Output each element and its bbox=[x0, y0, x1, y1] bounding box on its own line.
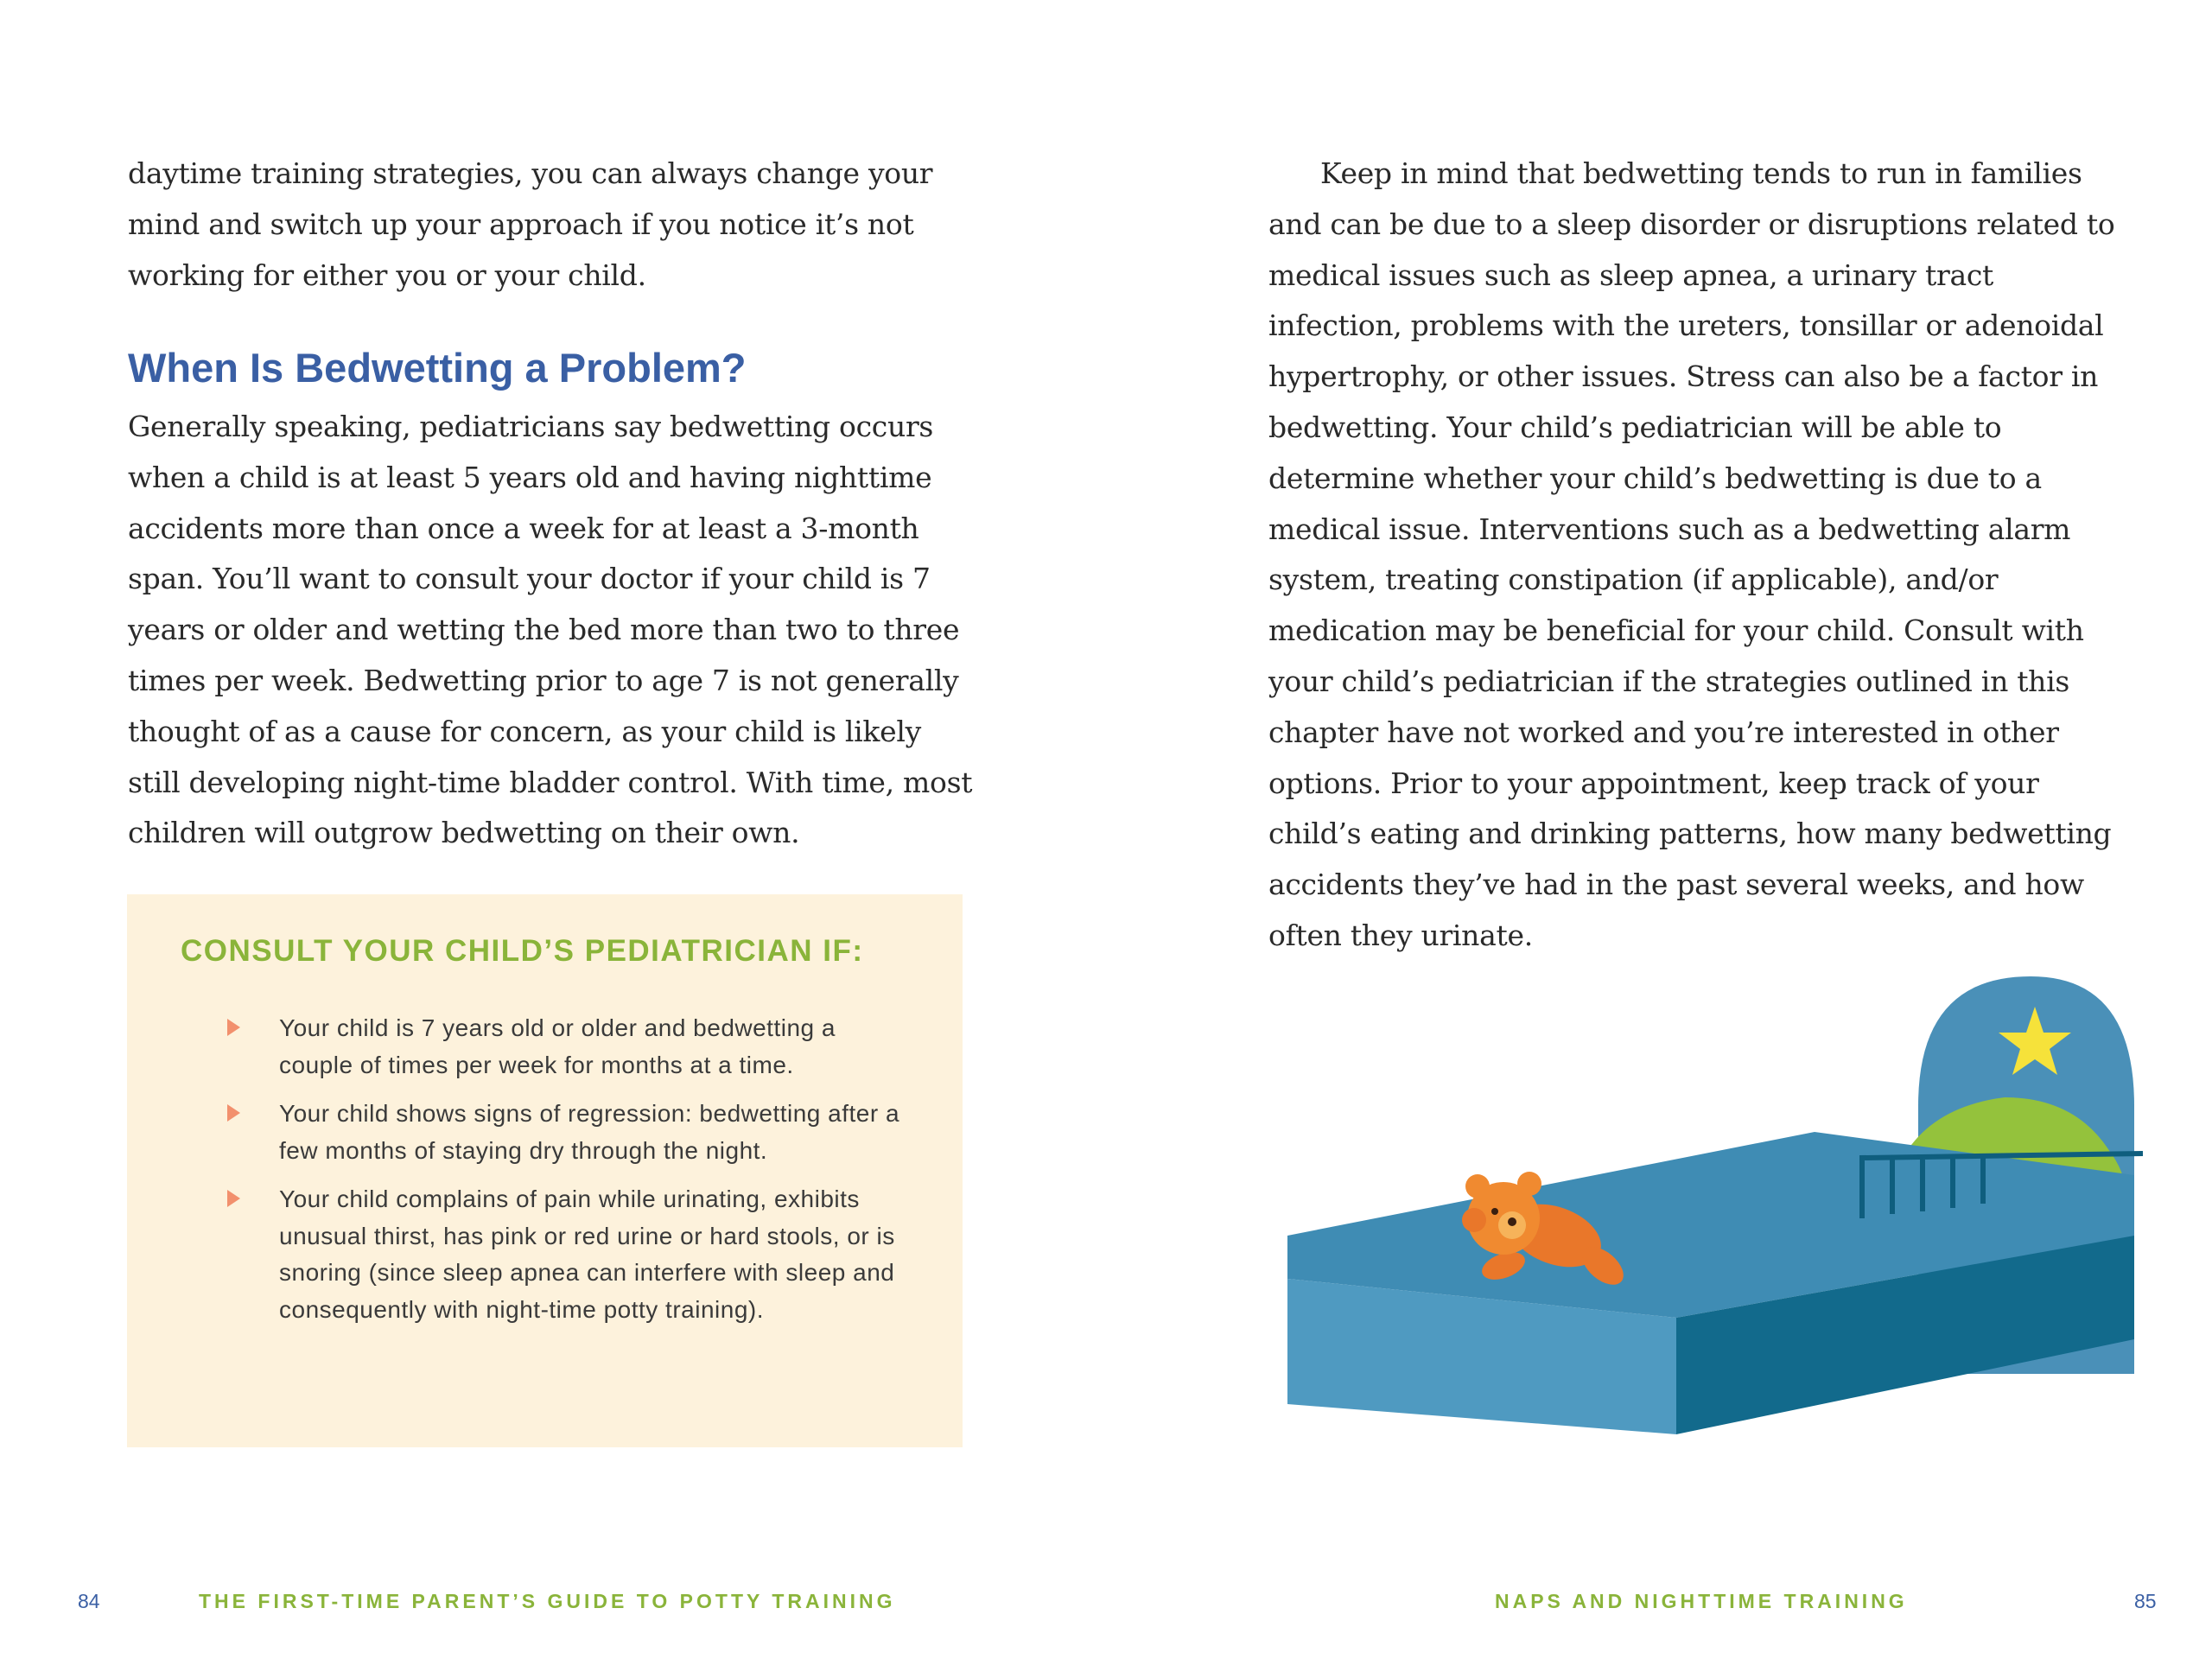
page-number-left: 84 bbox=[78, 1590, 100, 1612]
triangle-bullet-icon bbox=[227, 1190, 240, 1207]
page-number-right: 85 bbox=[2134, 1590, 2157, 1612]
left-paragraph-2: Generally speaking, pediatricians say bedwetting occurs when a child is at least 5 years old and having nighttime accidents more than once a week for at least a 3-month span. You’ll want to consult your doctor if your child is 7 years or older and wetting the bed more than two to three times per week. Bedwetting prior to age 7 is not generally thought of as a cause for concern, as your child is likely still developing night-time bladder control. With time, most children will outgrow bedwetting on their own. bbox=[128, 410, 973, 850]
right-page bbox=[1106, 0, 2212, 1659]
triangle-bullet-icon bbox=[227, 1019, 240, 1036]
running-title-left: THE FIRST-TIME PARENT’S GUIDE TO POTTY TRAINING bbox=[199, 1590, 896, 1612]
sidebar-list bbox=[127, 1010, 963, 1340]
section-heading: When Is Bedwetting a Problem? bbox=[128, 345, 747, 391]
running-title-right: NAPS AND NIGHTTIME TRAINING bbox=[1495, 1590, 1908, 1612]
sidebar-list-item bbox=[127, 1096, 963, 1169]
sidebar-item-text: Your child complains of pain while urinating, exhibits unusual thirst, has pink or red urine or hard stools, or is snoring (since sleep apnea can interfere with sleep and consequently with night-time potty training). bbox=[279, 1185, 895, 1323]
pediatrician-sidebar bbox=[127, 894, 963, 1447]
sidebar-item-text: Your child is 7 years old or older and bedwetting a couple of times per week for months at a time. bbox=[279, 1014, 836, 1078]
sidebar-list-item bbox=[127, 1181, 963, 1328]
left-paragraph-1: daytime training strategies, you can always change your mind and switch up your approach if you notice it’s not working for either you or your child. bbox=[128, 156, 933, 292]
sidebar-list-item bbox=[127, 1010, 963, 1084]
triangle-bullet-icon bbox=[227, 1104, 240, 1122]
sidebar-title: CONSULT YOUR CHILD’S PEDIATRICIAN IF: bbox=[181, 934, 864, 968]
sidebar-item-text: Your child shows signs of regression: bedwetting after a few months of staying dry through the night. bbox=[279, 1100, 900, 1164]
right-paragraph: Keep in mind that bedwetting tends to run in families and can be due to a sleep disorder or disruptions related to medical issues such as sleep apnea, a urinary tract infection, problems with the ureters, tonsillar or adenoidal hypertrophy, or other issues. Stress can also be a factor in bedwetting. Your child’s pediatrician will be able to determine whether your child’s bedwetting is due to a medical issue. Interventions such as a bedwetting alarm system, treating constipation (if applicable), and/or medication may be beneficial for your child. Consult with your child’s pediatrician if the strategies outlined in this chapter have not worked and you’re interested in other options. Prior to your appointment, keep track of your child’s eating and drinking patterns, how many bedwetting accidents they’ve had in the past several weeks, and how often they urinate. bbox=[1268, 156, 2115, 952]
bed-with-teddy-bear-illustration bbox=[1279, 968, 2143, 1452]
